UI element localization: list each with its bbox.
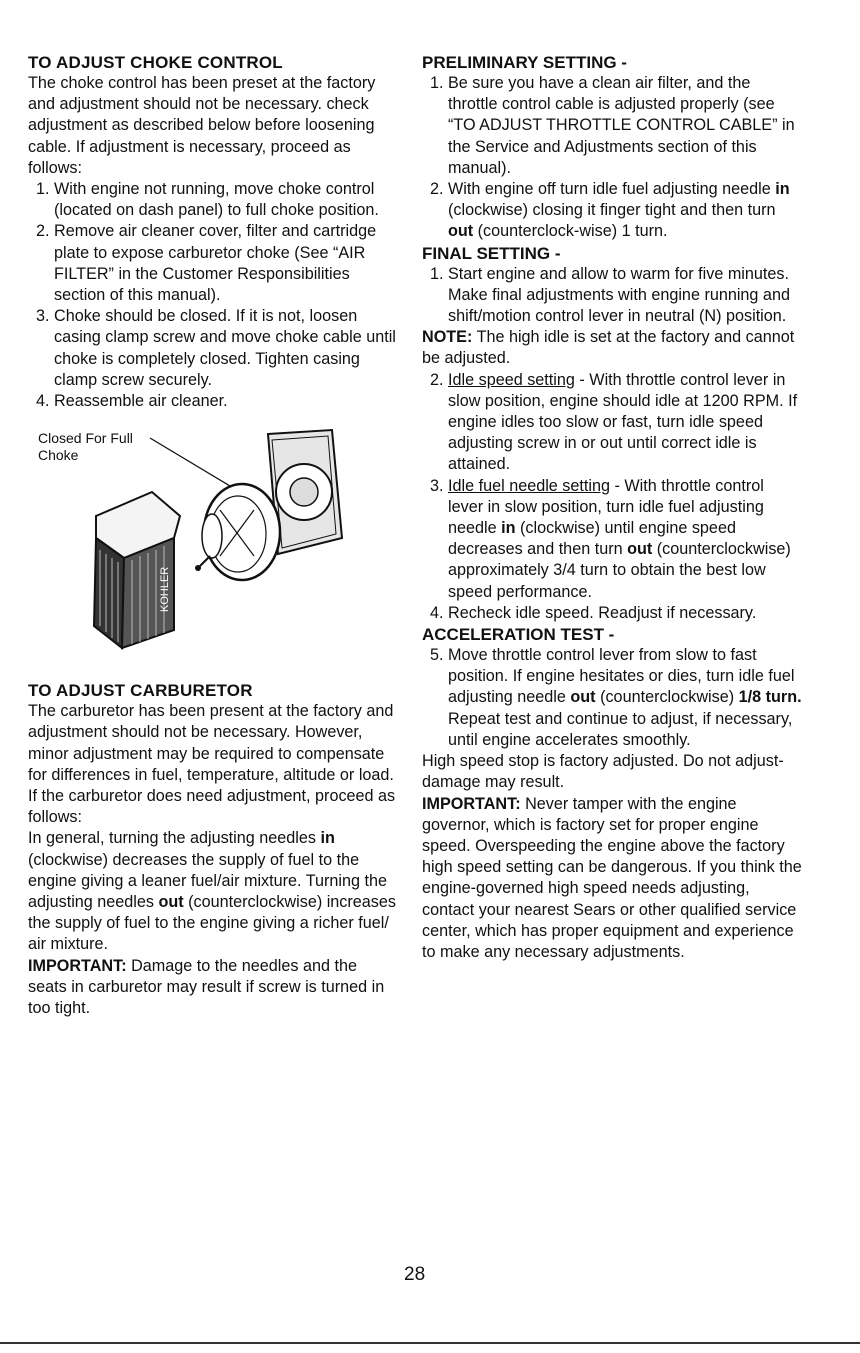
final-step-2: 2. Idle speed setting - With throttle control lever in slow position, engine should idle at 1200 RPM. If engine idles too slow or fast, turn idle speed adjusting screw in or out until correct idle is attained. — [448, 370, 802, 476]
final-step-4: 4. Recheck idle speed. Readjust if necessary. — [448, 603, 802, 624]
caption-line-2: Choke — [38, 447, 79, 464]
choke-step-2: 2. Remove air cleaner cover, filter and cartridge plate to expose carburetor choke (See “AIR FILTER” in the Customer Responsibilities section of this manual). — [54, 221, 398, 306]
carburetor-paragraph-1: The carburetor has been present at the factory and adjustment should not be necessary. However, minor adjustment may be required to compensate for differences in fuel, temperature, altitude or load. If the carburetor does need adjustment, proceed as follows: — [28, 702, 396, 827]
bottom-rule — [0, 1342, 860, 1344]
caption-line-1: Closed For Full — [38, 430, 133, 447]
final-heading: FINAL SETTING - — [422, 243, 561, 263]
final-step-1: 1. Start engine and allow to warm for five minutes. Make final adjustments with engine running and shift/motion control lever in neutral (N) position. — [448, 264, 802, 328]
acceleration-step-5: 5. Move throttle control lever from slow to fast position. If engine hesitates or dies, turn idle fuel adjusting needle out (counterclockwise) 1/8 turn. Repeat test and continue to adjust, if necessary, until engine accelerates smoothly. — [448, 645, 802, 751]
carburetor-heading: TO ADJUST CARBURETOR — [28, 681, 253, 701]
right-column — [422, 52, 802, 963]
kohler-logo: KOHLER — [159, 567, 171, 613]
final-step-3: 3. Idle fuel needle setting - With throttle control lever in slow position, turn idle fuel adjusting needle in (clockwise) until engine speed decreases and then turn out (counterclockwise) approximately 3/4 turn to obtain the best low speed performance. — [448, 476, 802, 603]
carburetor-important: IMPORTANT: Damage to the needles and the seats in carburetor may result if screw is turned in too tight. — [28, 956, 385, 1018]
choke-step-3: 3. Choke should be closed. If it is not, loosen casing clamp screw and move choke cable until choke is completely closed. Tighten casing clamp screw securely. — [54, 306, 398, 391]
final-note: NOTE: The high idle is set at the factory and cannot be adjusted. — [422, 328, 795, 368]
high-speed-note: High speed stop is factory adjusted. Do not adjust-damage may result. — [422, 752, 784, 792]
acceleration-important: IMPORTANT: Never tamper with the engine governor, which is factory set for proper engine speed. Overspeeding the engine above the factory high speed setting can be dangerous. If you think the engine-governed high speed needs adjusting, contact your nearest Sears or other qualified service center, which has proper equipment and experience to make any necessary adjustments. — [422, 794, 802, 961]
page-number: 28 — [404, 1264, 426, 1285]
choke-heading: TO ADJUST CHOKE CONTROL — [28, 53, 283, 72]
choke-steps — [28, 179, 398, 412]
acceleration-heading: ACCELERATION TEST - — [422, 625, 615, 645]
choke-step-4: 4. Reassemble air cleaner. — [54, 391, 398, 412]
left-column — [28, 52, 398, 1019]
carburetor-paragraph-2: In general, turning the adjusting needles in (clockwise) decreases the supply of fuel to the engine giving a leaner fuel/air mixture. Turning the adjusting needles out (counterclockwise) increases the supply of fuel to the engine giving a richer fuel/ air mixture. — [28, 829, 396, 954]
preliminary-steps — [422, 73, 802, 243]
air-cleaner-figure — [32, 426, 372, 666]
preliminary-heading: PRELIMINARY SETTING - — [422, 53, 627, 72]
preliminary-step-2: 2. With engine off turn idle fuel adjusting needle in (clockwise) closing it finger tight and then turn out (counterclock-wise) 1 turn. — [448, 179, 802, 243]
figure-caption — [38, 430, 133, 464]
choke-step-1: 1. With engine not running, move choke control (located on dash panel) to full choke position. — [54, 179, 398, 221]
preliminary-step-1: 1. Be sure you have a clean air filter, and the throttle control cable is adjusted properly (see “TO ADJUST THROTTLE CONTROL CABLE” in the Service and Adjustments section of this manual). — [448, 73, 802, 179]
final-step-list-1 — [422, 264, 802, 328]
final-step-list-2 — [422, 370, 802, 624]
choke-intro: The choke control has been preset at the factory and adjustment should not be necessary. check adjustment as described below before loosening cable. If adjustment is necessary, proceed as follows: — [28, 74, 376, 177]
acceleration-steps — [422, 645, 802, 751]
